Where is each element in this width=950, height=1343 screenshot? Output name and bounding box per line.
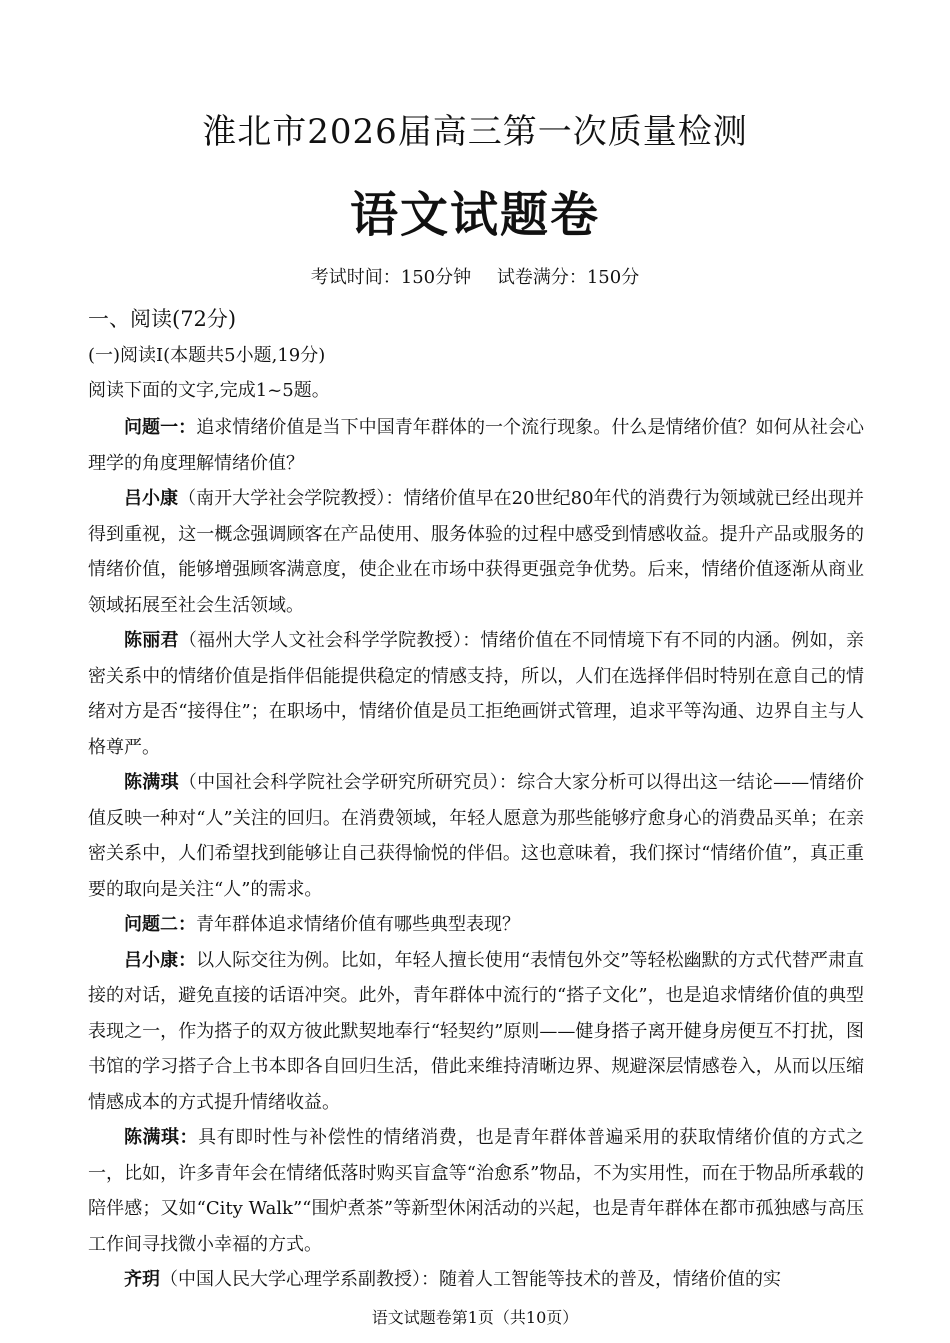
paragraph xyxy=(88,907,864,943)
paragraph xyxy=(88,1120,864,1262)
paragraph-text: （南开大学社会学院教授）：情绪价值早在20世纪80年代的消费行为领域就已经出现并得到重视，这一概念强调顾客在产品使用、服务体验的过程中感受到情感收益。提升产品或服务的情绪价值，能够增强顾客满意度，使企业在市场中获得更强竞争优势。后来，情绪价值逐渐从商业领域拓展至社会生活领域。 xyxy=(88,488,864,616)
exam-time: 考试时间：150分钟 xyxy=(310,267,472,288)
paragraph xyxy=(88,1262,864,1298)
paragraph-text: （福州大学人文社会科学学院教授）：情绪价值在不同情境下有不同的内涵。例如，亲密关系中的情绪价值是指伴侣能提供稳定的情感支持，所以，人们在选择伴侣时特别在意自己的情绪对方是否“接得住”；在职场中，情绪价值是员工拒绝画饼式管理，追求平等沟通、边界自主与人格尊严。 xyxy=(88,630,864,758)
paragraph-speaker: 陈丽君 xyxy=(124,630,179,651)
paragraph-speaker: 陈满琪 xyxy=(124,772,179,793)
paragraph-speaker: 问题一： xyxy=(124,417,197,438)
paragraph-speaker: 陈满琪： xyxy=(124,1127,199,1148)
paragraph xyxy=(88,481,864,623)
paragraph-speaker: 问题二： xyxy=(124,914,196,935)
page-footer: 语文试题卷第1页（共10页） xyxy=(371,1308,579,1327)
reading-instruction: 阅读下面的文字,完成1~5题。 xyxy=(88,380,330,401)
paragraph xyxy=(88,765,864,907)
paragraph xyxy=(88,410,864,481)
paragraph-speaker: 吕小康： xyxy=(124,949,197,971)
paragraph-text: 具有即时性与补偿性的情绪消费，也是青年群体普遍采用的获取情绪价值的方式之一，比如，许多青年会在情绪低落时购买盲盒等“治愈系”物品，不为实用性，而在于物品所承载的陪伴感；又如“City Walk”“围炉煮茶”等新型休闲活动的兴起，也是青年群体在都市孤独感与高压工作间寻找微小幸福的方式。 xyxy=(88,1127,865,1255)
subject-title: 语文试题卷 xyxy=(349,187,600,243)
paragraph-text: 以人际交往为例。比如，年轻人擅长使用“表情包外交”等轻松幽默的方式代替严肃直接的对话，避免直接的话语冲突。此外，青年群体中流行的“搭子文化”，也是追求情绪价值的典型表现之一，作为搭子的双方彼此默契地奉行“轻契约”原则——健身搭子离开健身房便互不打扰，图书馆的学习搭子合上书本即各自回归生活，借此来维持清晰边界、规避深层情感卷入，从而以压缩情感成本的方式提升情绪收益。 xyxy=(88,949,864,1113)
paragraph-speaker: 齐玥 xyxy=(124,1269,160,1290)
paragraph xyxy=(88,623,864,765)
part-heading: (一)阅读Ⅰ(本题共5小题,19分) xyxy=(88,345,326,366)
paragraph-text: （中国社会科学院社会学研究所研究员）：综合大家分析可以得出这一结论——情绪价值反映一种对“人”关注的回归。在消费领域，年轻人愿意为那些能够疗愈身心的消费品买单；在亲密关系中，人们希望找到能够让自己获得愉悦的伴侣。这也意味着，我们探讨“情绪价值”，真正重要的取向是关注“人”的需求。 xyxy=(88,772,865,900)
paragraph-text: 追求情绪价值是当下中国青年群体的一个流行现象。什么是情绪价值？如何从社会心理学的角度理解情绪价值？ xyxy=(88,417,864,474)
exam-title: 淮北市2026届高三第一次质量检测 xyxy=(202,112,748,152)
paragraph-text: 青年群体追求情绪价值有哪些典型表现？ xyxy=(196,914,520,935)
paragraph-speaker: 吕小康 xyxy=(124,488,179,509)
exam-info xyxy=(0,263,950,289)
section-heading: 一、阅读(72分) xyxy=(88,307,237,331)
paragraph-text: （中国人民大学心理学系副教授）：随着人工智能等技术的普及，情绪价值的实 xyxy=(160,1269,781,1290)
full-score: 试卷满分：150分 xyxy=(496,267,640,288)
paragraph xyxy=(88,943,864,1121)
reading-passage xyxy=(88,410,864,1298)
